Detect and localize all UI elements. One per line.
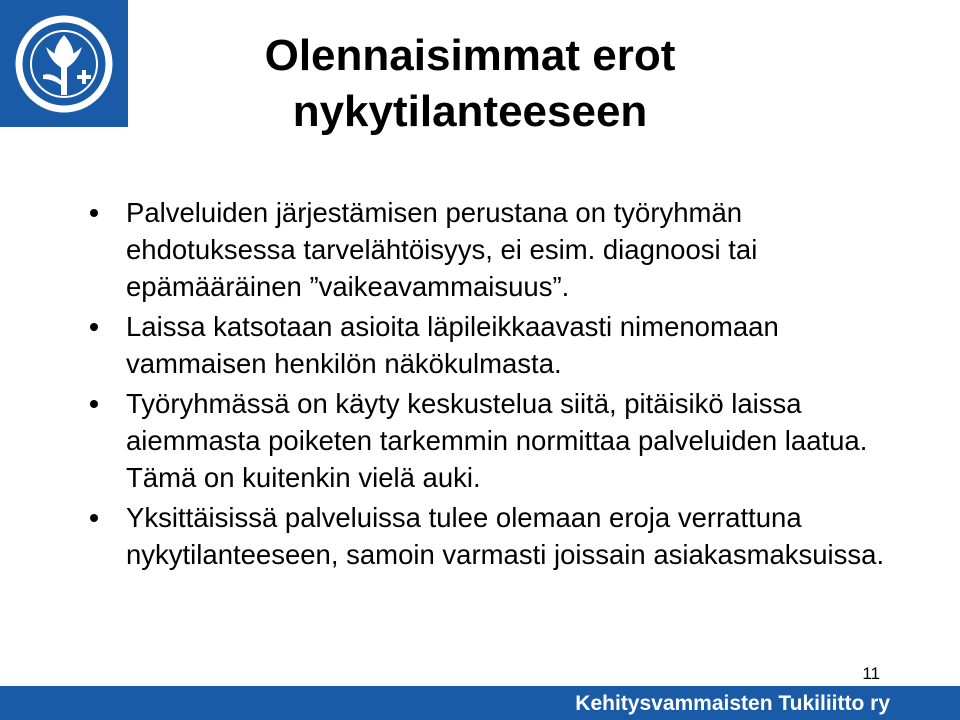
logo-box xyxy=(0,0,128,127)
bullet-text: Yksittäisissä palveluissa tulee olemaan eroja verrattuna nykytilanteeseen, samoin varmasti joissain asiakasmaksuissa. xyxy=(126,502,885,570)
bullet-item xyxy=(90,385,910,496)
page-number: 11 xyxy=(862,664,880,683)
bullet-item xyxy=(90,308,910,382)
bullet-dot-icon xyxy=(90,514,98,522)
bullet-list xyxy=(90,194,910,576)
footer-bar xyxy=(0,686,960,720)
slide-title-line-2: nykytilanteeseen xyxy=(292,87,648,136)
bullet-item xyxy=(90,499,910,573)
bullet-text: Palveluiden järjestämisen perustana on työryhmän ehdotuksessa tarvelähtöisyys, ei esim. diagnoosi tai epämääräinen ”vaikeavammaisuus”. xyxy=(126,197,758,302)
slide-title-line-1: Olennaisimmat erot xyxy=(264,31,676,80)
bullet-dot-icon xyxy=(90,400,98,408)
footer-organization-name: Kehitysvammaisten Tukiliitto ry xyxy=(575,692,890,715)
bullet-dot-icon xyxy=(90,209,98,217)
slide-title xyxy=(140,28,800,140)
bullet-dot-icon xyxy=(90,323,98,331)
organization-logo-icon xyxy=(13,13,115,115)
bullet-text: Laissa katsotaan asioita läpileikkaavasti nimenomaan vammaisen henkilön näkökulmasta. xyxy=(126,311,779,379)
bullet-text: Työryhmässä on käyty keskustelua siitä, pitäisikö laissa aiemmasta poiketen tarkemmin normittaa palveluiden laatua. Tämä on kuitenkin vielä auki. xyxy=(126,388,868,493)
bullet-item xyxy=(90,194,910,305)
